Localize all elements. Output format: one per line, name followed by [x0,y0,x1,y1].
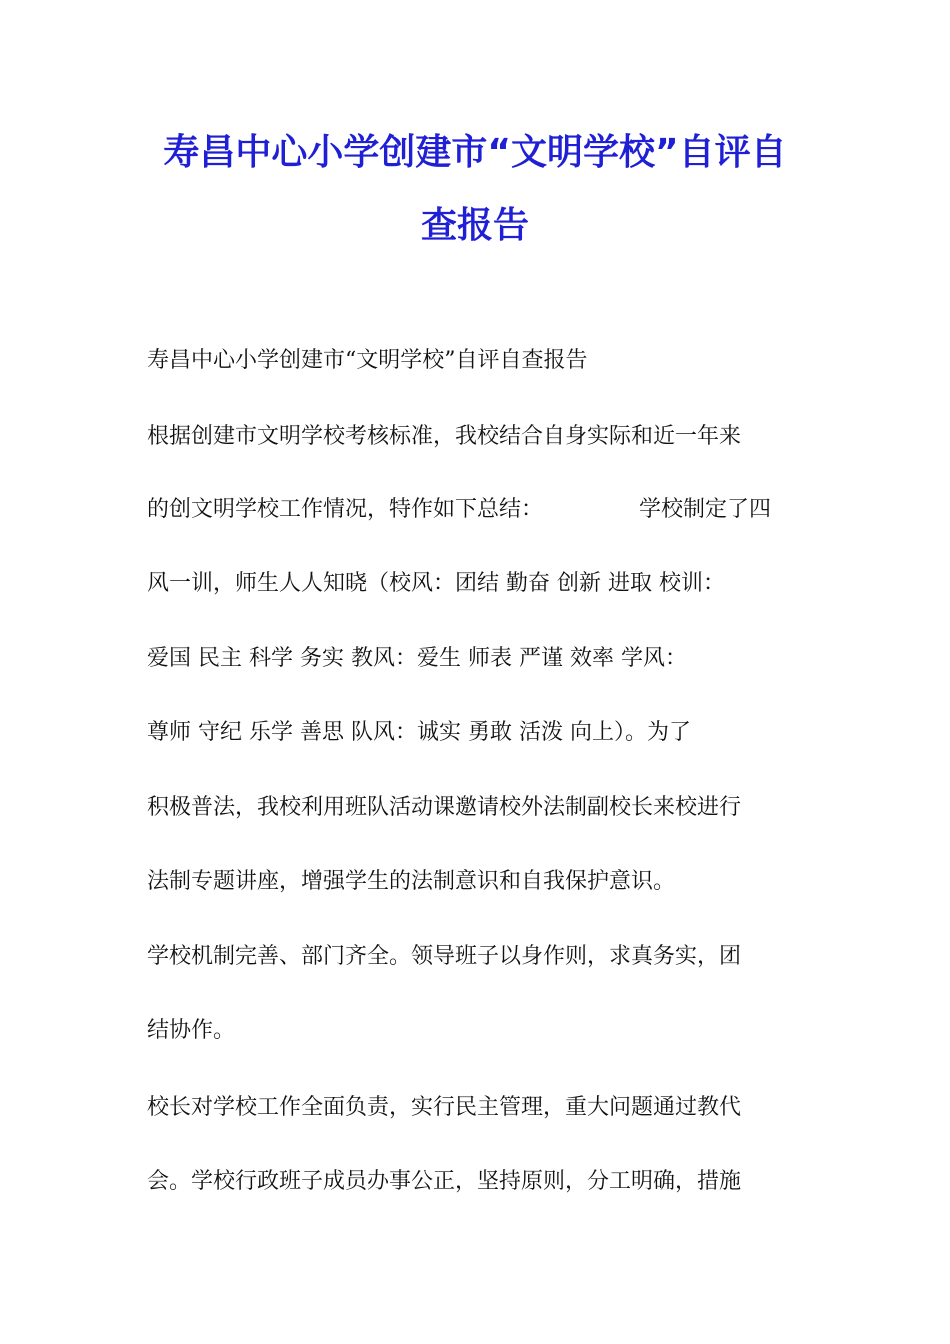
body-line: 结协作。 [147,1018,236,1043]
body-line: 会。学校行政班子成员办事公正，坚持原则，分工明确，措施 [147,1169,742,1194]
document-title-line-2: 查报告 [420,205,529,246]
body-line: 爱国 民主 科学 务实 教风：爱生 师表 严谨 效率 学风： [147,646,687,671]
body-line [147,494,807,526]
body-line-part: 的创文明学校工作情况，特作如下总结： [147,497,544,522]
body-line: 法制专题讲座，增强学生的法制意识和自我保护意识。 [147,869,676,894]
body-line: 积极普法，我校利用班队活动课邀请校外法制副校长来校进行 [147,795,742,820]
body-line: 校长对学校工作全面负责，实行民主管理，重大问题通过教代 [147,1095,742,1120]
body-line: 学校机制完善、部门齐全。领导班子以身作则，求真务实，团 [147,944,742,969]
document-title-line-1: 寿昌中心小学创建市“文明学校”自评自 [163,132,787,173]
body-line: 根据创建市文明学校考核标准，我校结合自身实际和近一年来 [147,424,742,449]
body-line: 风一训，师生人人知晓（校风：团结 勤奋 创新 进取 校训： [147,571,725,596]
body-line: 尊师 守纪 乐学 善思 队风：诚实 勇敢 活泼 向上）。为了 [147,720,691,745]
subtitle-line: 寿昌中心小学创建市“文明学校”自评自查报告 [147,348,588,373]
body-line-part: 学校制定了四 [639,497,772,522]
